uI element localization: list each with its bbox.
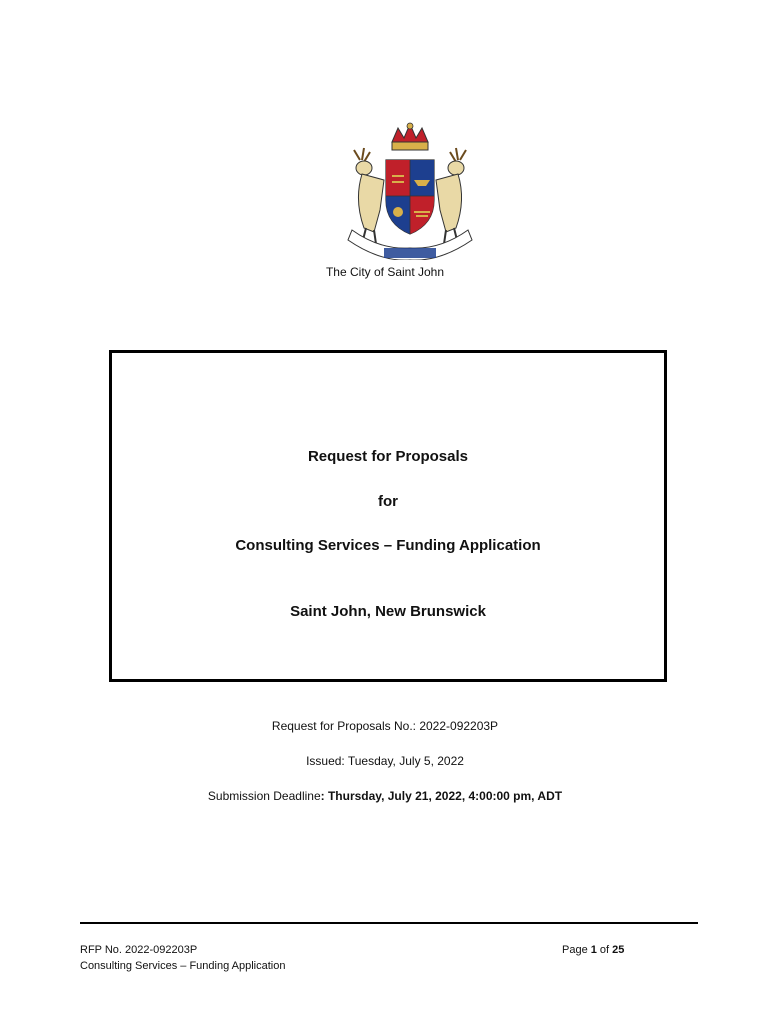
- crown-icon: [392, 123, 428, 150]
- page-prefix: Page: [562, 944, 591, 956]
- shield-icon: [386, 160, 434, 234]
- footer-subtitle: Consulting Services – Funding Application: [80, 960, 286, 972]
- footer-rfp-ref: RFP No. 2022-092203P: [80, 944, 198, 956]
- city-crest-icon: [340, 120, 480, 260]
- deadline-label: Submission Deadline: [207, 789, 321, 803]
- crest-caption: The City of Saint John: [325, 265, 445, 279]
- title-line-1: Request for Proposals: [307, 448, 469, 465]
- page-current: 1: [590, 944, 597, 956]
- page-total: 25: [612, 944, 625, 956]
- left-stag-icon: [354, 148, 384, 244]
- title-line-3: Consulting Services – Funding Application: [235, 537, 541, 554]
- deadline-value: : Thursday, July 21, 2022, 4:00:00 pm, ADT: [320, 789, 563, 803]
- page-number: [562, 944, 624, 956]
- right-stag-icon: [436, 148, 466, 244]
- rfp-number: Request for Proposals No.: 2022-092203P: [271, 719, 499, 733]
- title-line-4: Saint John, New Brunswick: [290, 603, 486, 620]
- title-line-2: for: [378, 493, 398, 510]
- page-sep: of: [596, 944, 613, 956]
- title-box: [109, 350, 667, 682]
- footer-rule: [80, 922, 698, 924]
- issued-date: Issued: Tuesday, July 5, 2022: [306, 754, 464, 768]
- submission-deadline: [0, 789, 770, 803]
